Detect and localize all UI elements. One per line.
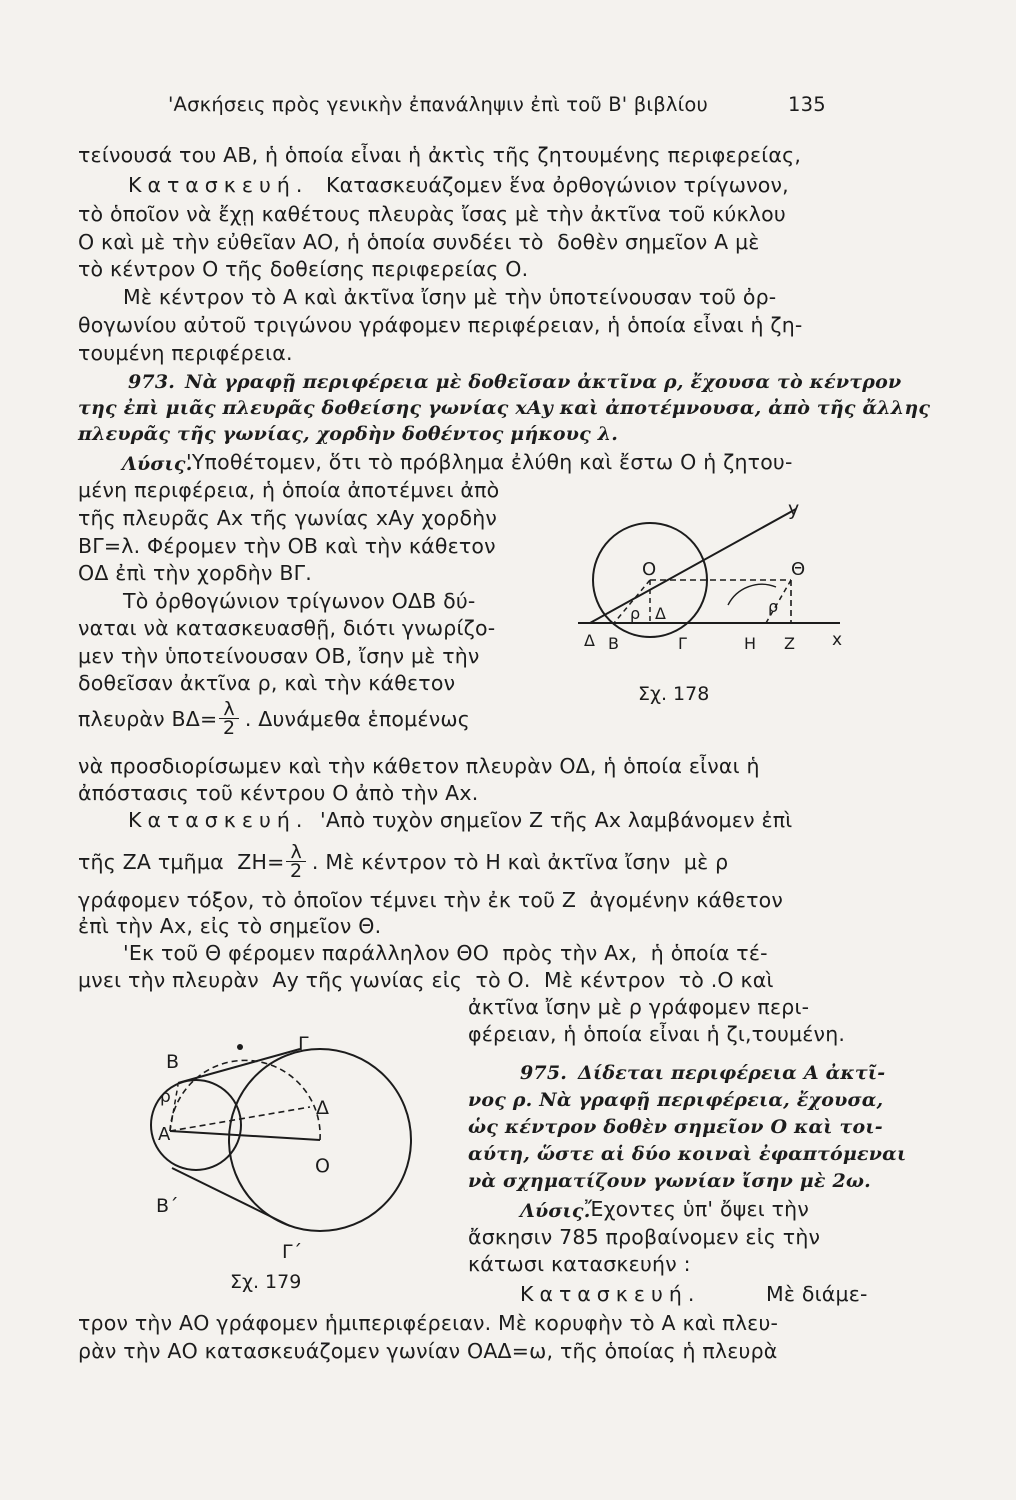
label-z: Ζ bbox=[784, 634, 795, 653]
text-line: ρὰν τὴν ΑΟ κατασκευάζομεν γωνίαν ΟΑΔ=ω, τῆς ὁποίας ἡ πλευρὰ bbox=[78, 1339, 778, 1363]
text-line: Ἔχοντες ὑπ' ὄψει τὴν bbox=[585, 1197, 809, 1221]
exercise-statement: πλευρᾶς τῆς γωνίας, χορδὴν δοθέντος μήκους λ. bbox=[78, 423, 619, 445]
text-line: ἀκτῖνα ἴσην μὲ ρ γράφομεν περι- bbox=[468, 995, 810, 1019]
text-line: Μὲ διάμε- bbox=[766, 1282, 868, 1306]
label-theta: Θ bbox=[791, 559, 806, 580]
text-line: 'Απὸ τυχὸν σημεῖον Ζ τῆς Αx λαμβάνομεν ἐπὶ bbox=[320, 808, 793, 832]
fraction-numerator: λ bbox=[219, 700, 238, 719]
text-line: μένη περιφέρεια, ἡ ὁποία ἀποτέμνει ἀπὸ bbox=[78, 478, 500, 502]
exercise-statement: αύτη, ὥστε αἱ δύο κοιναὶ ἐφαπτόμεναι bbox=[468, 1143, 907, 1165]
section-label: Κατασκευή. bbox=[128, 173, 309, 197]
text-line: κάτωσι κατασκευήν : bbox=[468, 1252, 691, 1276]
page-number: 135 bbox=[788, 93, 826, 116]
label-rho2: ρ bbox=[768, 597, 779, 616]
text-line: τρον τὴν ΑΟ γράφομεν ἡμιπεριφέρειαν. Μὲ κορυφὴν τὸ Α καὶ πλευ- bbox=[78, 1311, 779, 1335]
text-line: νὰ προσδιορίσωμεν καὶ τὴν κάθετον πλευρὰν ΟΔ, ἡ ὁποία εἶναι ἡ bbox=[78, 754, 760, 778]
text-line: φέρειαν, ἡ ὁποία εἶναι ἡ ζι,τουμένη. bbox=[468, 1022, 846, 1046]
label-rho: ρ bbox=[160, 1087, 171, 1107]
caption-179: Σχ. 179 bbox=[230, 1271, 302, 1293]
text-line: ἀπόστασις τοῦ κέντρου Ο ἀπὸ τὴν Αx. bbox=[78, 781, 479, 805]
text-line: 'Υποθέτομεν, ὅτι τὸ πρόβλημα ἐλύθη καὶ ἔστω Ο ἡ ζητου- bbox=[186, 450, 793, 474]
line-ay bbox=[590, 509, 796, 623]
text-line: τὸ κέντρον Ο τῆς δοθείσης περιφερείας Ο. bbox=[78, 257, 529, 281]
text-line: ΟΔ ἐπὶ τὴν χορδὴν ΒΓ. bbox=[78, 561, 312, 585]
caption-178: Σχ. 178 bbox=[638, 683, 710, 705]
figure-179 bbox=[148, 1030, 458, 1300]
exercise-number: 975. bbox=[520, 1062, 568, 1084]
line-ao bbox=[170, 1131, 320, 1140]
semicircle-ao bbox=[170, 1060, 320, 1140]
solution-label: Λύσις. bbox=[122, 453, 193, 475]
exercise-statement: της ἐπὶ μιᾶς πλευρᾶς δοθείσης γωνίας xΑy καὶ ἀποτέμνουσα, ἀπὸ τῆς ἄλλης bbox=[78, 397, 931, 419]
fraction-denominator: 2 bbox=[290, 860, 303, 882]
text-line: ναται νὰ κατασκευασθῇ, διότι γνωρίζο- bbox=[78, 616, 496, 640]
exercise-number: 973. bbox=[128, 371, 176, 393]
label-o: O bbox=[642, 559, 657, 580]
text-line: τείνουσά του ΑΒ, ἡ ὁποία εἶναι ἡ ἀκτὶς τῆς ζητουμένης περιφερείας, bbox=[78, 143, 802, 167]
label-a: Δ bbox=[584, 631, 595, 650]
text-line: ἐπὶ τὴν Αx, εἰς τὸ σημεῖον Θ. bbox=[78, 914, 382, 938]
running-title: 'Ασκήσεις πρὸς γενικὴν ἐπανάληψιν ἐπὶ τοῦ Β' βιβλίου bbox=[168, 93, 708, 116]
exercise-statement: νὰ σχηματίζουν γωνίαν ἴσην μὲ 2ω. bbox=[468, 1170, 871, 1192]
label-x: x bbox=[832, 630, 843, 650]
text-line: τῆς πλευρᾶς Αx τῆς γωνίας xΑy χορδὴν bbox=[78, 506, 498, 530]
text-line: θογωνίου αὐτοῦ τριγώνου γράφομεν περιφέρειαν, ἡ ὁποία εἶναι ἡ ζη- bbox=[78, 313, 803, 337]
fraction-numerator: λ bbox=[286, 843, 305, 862]
label-g: Γ bbox=[678, 634, 687, 653]
fraction bbox=[286, 843, 305, 880]
label-o: Ο bbox=[315, 1155, 330, 1177]
label-g2: Γ΄ bbox=[282, 1241, 303, 1263]
text-segment: πλευρὰν ΒΔ= bbox=[78, 706, 218, 731]
text-line-with-fraction bbox=[78, 700, 470, 737]
text-line: Κατασκευάζομεν ἕνα ὀρθογώνιον τρίγωνον, bbox=[326, 173, 789, 197]
text-line: ΒΓ=λ. Φέρομεν τὴν ΟΒ καὶ τὴν κάθετον bbox=[78, 534, 496, 558]
point-dot bbox=[237, 1044, 243, 1050]
label-b: Β bbox=[608, 634, 619, 653]
label-delta-small: Δ bbox=[655, 604, 666, 623]
text-line: τουμένη περιφέρεια. bbox=[78, 341, 293, 365]
exercise-statement: ὡς κέντρον δοθὲν σημεῖον Ο καὶ τοι- bbox=[468, 1116, 883, 1138]
text-line: ἄσκησιν 785 προβαίνομεν εἰς τὴν bbox=[468, 1225, 821, 1249]
solution-label: Λύσις. bbox=[520, 1200, 591, 1222]
figure-178 bbox=[578, 495, 848, 710]
label-d: Δ bbox=[316, 1097, 329, 1119]
label-h: Η bbox=[744, 634, 757, 653]
line-a-b bbox=[170, 1085, 178, 1131]
fraction-denominator: 2 bbox=[222, 717, 236, 739]
exercise-statement: νος ρ. Νὰ γραφῇ περιφέρεια, ἔχουσα, bbox=[468, 1089, 884, 1111]
text-line-with-fraction bbox=[78, 843, 728, 880]
label-b: Β bbox=[166, 1051, 180, 1073]
section-label: Κατασκευή. bbox=[128, 808, 309, 832]
exercise-statement: Δίδεται περιφέρεια Α ἀκτῖ- bbox=[578, 1062, 886, 1084]
label-b2: Β΄ bbox=[156, 1195, 179, 1217]
text-line: μεν τὴν ὑποτείνουσαν ΟΒ, ἴσην μὲ τὴν bbox=[78, 644, 480, 668]
section-label: Κατασκευή. bbox=[520, 1282, 701, 1306]
tangent-bottom bbox=[172, 1168, 290, 1226]
text-segment: τῆς ΖΑ τμῆμα ΖΗ= bbox=[78, 849, 285, 874]
label-y: y bbox=[788, 498, 800, 520]
label-g: Γ bbox=[298, 1033, 309, 1055]
exercise-statement: Νὰ γραφῇ περιφέρεια μὲ δοθεῖσαν ἀκτῖνα ρ, ἔχουσα τὸ κέντρον bbox=[185, 371, 902, 393]
text-line: γράφομεν τόξον, τὸ ὁποῖον τέμνει τὴν ἐκ τοῦ Ζ ἀγομένην κάθετον bbox=[78, 888, 784, 912]
text-segment: . Μὲ κέντρον τὸ Η καὶ ἀκτῖνα ἴσην μὲ ρ bbox=[311, 849, 729, 874]
label-rho1: ρ bbox=[630, 604, 641, 623]
label-a: Α bbox=[158, 1124, 171, 1145]
text-line: Τὸ ὀρθογώνιον τρίγωνον ΟΔΒ δύ- bbox=[123, 589, 476, 613]
text-line: Μὲ κέντρον τὸ Α καὶ ἀκτῖνα ἴσην μὲ τὴν ὑποτείνουσαν τοῦ ὀρ- bbox=[123, 285, 777, 309]
text-line: τὸ ὁποῖον νὰ ἔχῃ καθέτους πλευρὰς ἴσας μὲ τὴν ἀκτῖνα τοῦ κύκλου bbox=[78, 202, 786, 226]
text-line: Ο καὶ μὲ τὴν εὐθεῖαν ΑΟ, ἡ ὁποία συνδέει τὸ δοθὲν σημεῖον Α μὲ bbox=[78, 230, 760, 254]
text-segment: . Δυνάμεθα ἑπομένως bbox=[244, 706, 470, 731]
text-line: δοθεῖσαν ἀκτῖνα ρ, καὶ τὴν κάθετον bbox=[78, 671, 456, 695]
text-line: μνει τὴν πλευρὰν Αy τῆς γωνίας εἰς τὸ Ο. Μὲ κέντρον τὸ .Ο καὶ bbox=[78, 968, 774, 992]
text-line: 'Εκ τοῦ Θ φέρομεν παράλληλον ΘΟ πρὸς τὴν Αx, ἡ ὁποία τέ- bbox=[123, 941, 768, 965]
fraction bbox=[219, 700, 238, 737]
